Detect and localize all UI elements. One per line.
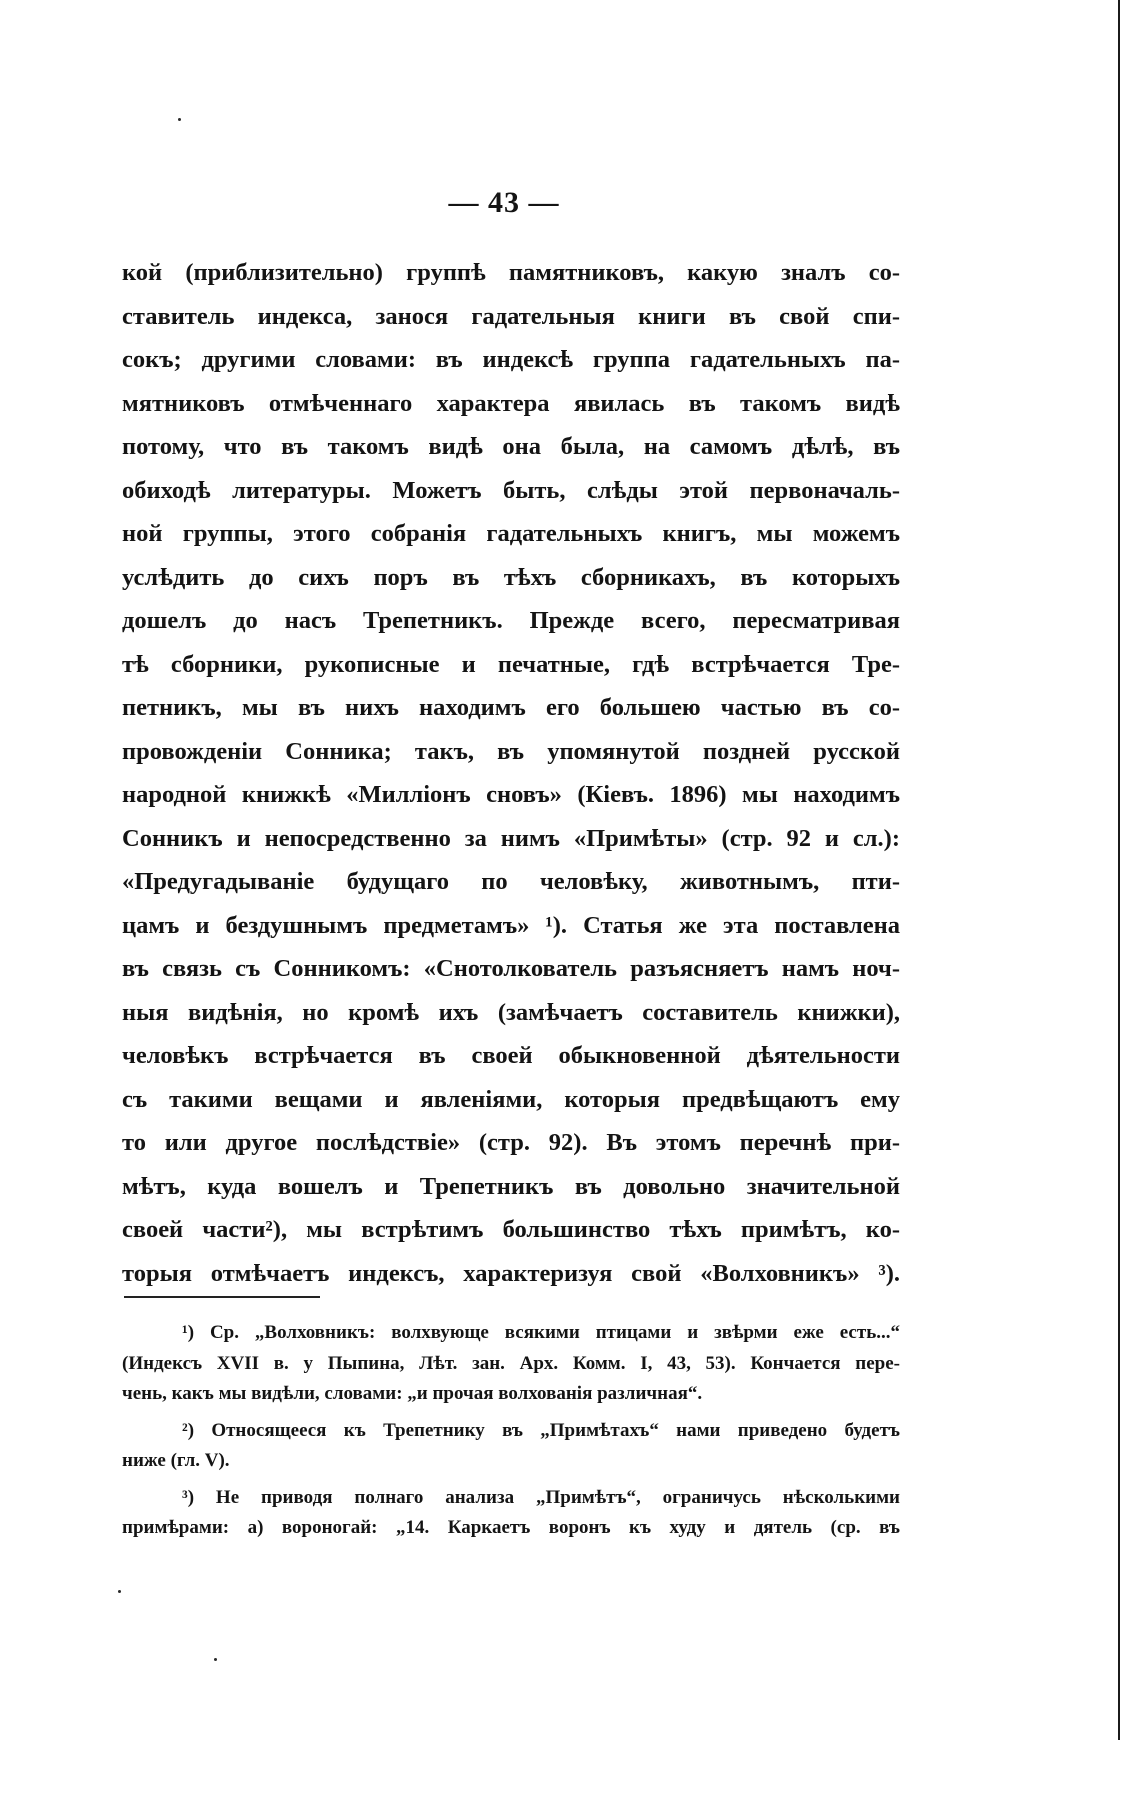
text-line: цамъ и бездушнымъ предметамъ» ¹). Статья же эта поставлена xyxy=(122,911,900,939)
body-text xyxy=(122,251,900,1295)
text-line: человѣкъ встрѣчается въ своей обыкновенной дѣятельности xyxy=(122,1042,900,1069)
text-line: мѣтъ, куда вошелъ и Трепетникъ въ довольно значительной xyxy=(122,1172,900,1200)
page-edge-line xyxy=(1118,0,1120,1740)
text-line: мятниковъ отмѣченнаго характера явилась въ такомъ видѣ xyxy=(122,389,900,417)
footnote-3-line: ³) Не приводя полнаго анализа „Примѣтъ“, ограничусь нѣсколькими xyxy=(182,1486,900,1508)
text-line: народной книжкѣ «Милліонъ сновъ» (Кіевъ. 1896) мы находимъ xyxy=(122,781,900,808)
text-line: дошелъ до насъ Трепетникъ. Прежде всего, пересматривая xyxy=(122,607,900,634)
footnotes xyxy=(122,1318,900,1544)
footnote-1-line: чень, какъ мы видѣли, словами: „и прочая волхованія различная“. xyxy=(122,1383,703,1404)
print-speck xyxy=(214,1658,217,1661)
text-line: петникъ, мы въ нихъ находимъ его большею частью въ со- xyxy=(122,694,900,721)
text-line: своей части²), мы встрѣтимъ большинство тѣхъ примѣтъ, ко- xyxy=(122,1216,900,1243)
footnote-1-line: ¹) Ср. „Волховникъ: волхвующе всякими птицами и звѣрми еже есть...“ xyxy=(182,1322,900,1343)
text-line: ной группы, этого собранія гадательныхъ книгъ, мы можемъ xyxy=(122,520,900,547)
text-line: тѣ сборники, рукописные и печатные, гдѣ встрѣчается Тре- xyxy=(122,650,900,678)
text-line: въ связь съ Сонникомъ: «Снотолкователь разъясняетъ намъ ноч- xyxy=(122,955,900,982)
print-speck xyxy=(178,118,181,121)
text-line: услѣдить до сихъ поръ въ тѣхъ сборникахъ, въ которыхъ xyxy=(122,563,900,591)
footnote-2-line: ниже (гл. V). xyxy=(122,1450,230,1471)
text-line: ставитель индекса, занося гадательныя книги въ свой спи- xyxy=(122,302,900,330)
print-speck xyxy=(118,1590,121,1593)
text-line: кой (приблизительно) группѣ памятниковъ, какую зналъ со- xyxy=(122,259,900,286)
footnote-2-line: ²) Относящееся къ Трепетнику въ „Примѣтахъ“ нами приведено будетъ xyxy=(182,1419,900,1441)
text-line: то или другое послѣдствіе» (стр. 92). Въ этомъ перечнѣ при- xyxy=(122,1129,900,1156)
text-line: сокъ; другими словами: въ индексѣ группа гадательныхъ па- xyxy=(122,346,900,373)
text-line: Сонникъ и непосредственно за нимъ «Примѣты» (стр. 92 и сл.): xyxy=(122,824,900,852)
text-line: съ такими вещами и явленіями, которыя предвѣщаютъ ему xyxy=(122,1085,900,1113)
text-line: провожденіи Сонника; такъ, въ упомянутой поздней русской xyxy=(122,737,900,765)
text-line: «Предугадываніе будущаго по человѣку, животнымъ, пти- xyxy=(122,868,900,895)
footnote-1-line: (Индексъ XVII в. у Пыпина, Лѣт. зан. Арх. Комм. I, 43, 53). Кончается пере- xyxy=(122,1352,900,1374)
page-number: — 43 — xyxy=(448,186,560,219)
footnote-3-line: примѣрами: а) вороногай: „14. Каркаетъ воронъ къ худу и дятель (ср. въ xyxy=(122,1517,900,1538)
text-line: ныя видѣнія, но кромѣ ихъ (замѣчаетъ составитель книжки), xyxy=(122,998,900,1026)
text-line: потому, что въ такомъ видѣ она была, на самомъ дѣлѣ, въ xyxy=(122,433,900,460)
footnote-separator xyxy=(124,1296,320,1298)
text-line: обиходѣ литературы. Можетъ быть, слѣды этой первоначаль- xyxy=(122,476,900,504)
text-line: торыя отмѣчаетъ индексъ, характеризуя свой «Волховникъ» ³). xyxy=(122,1259,900,1287)
